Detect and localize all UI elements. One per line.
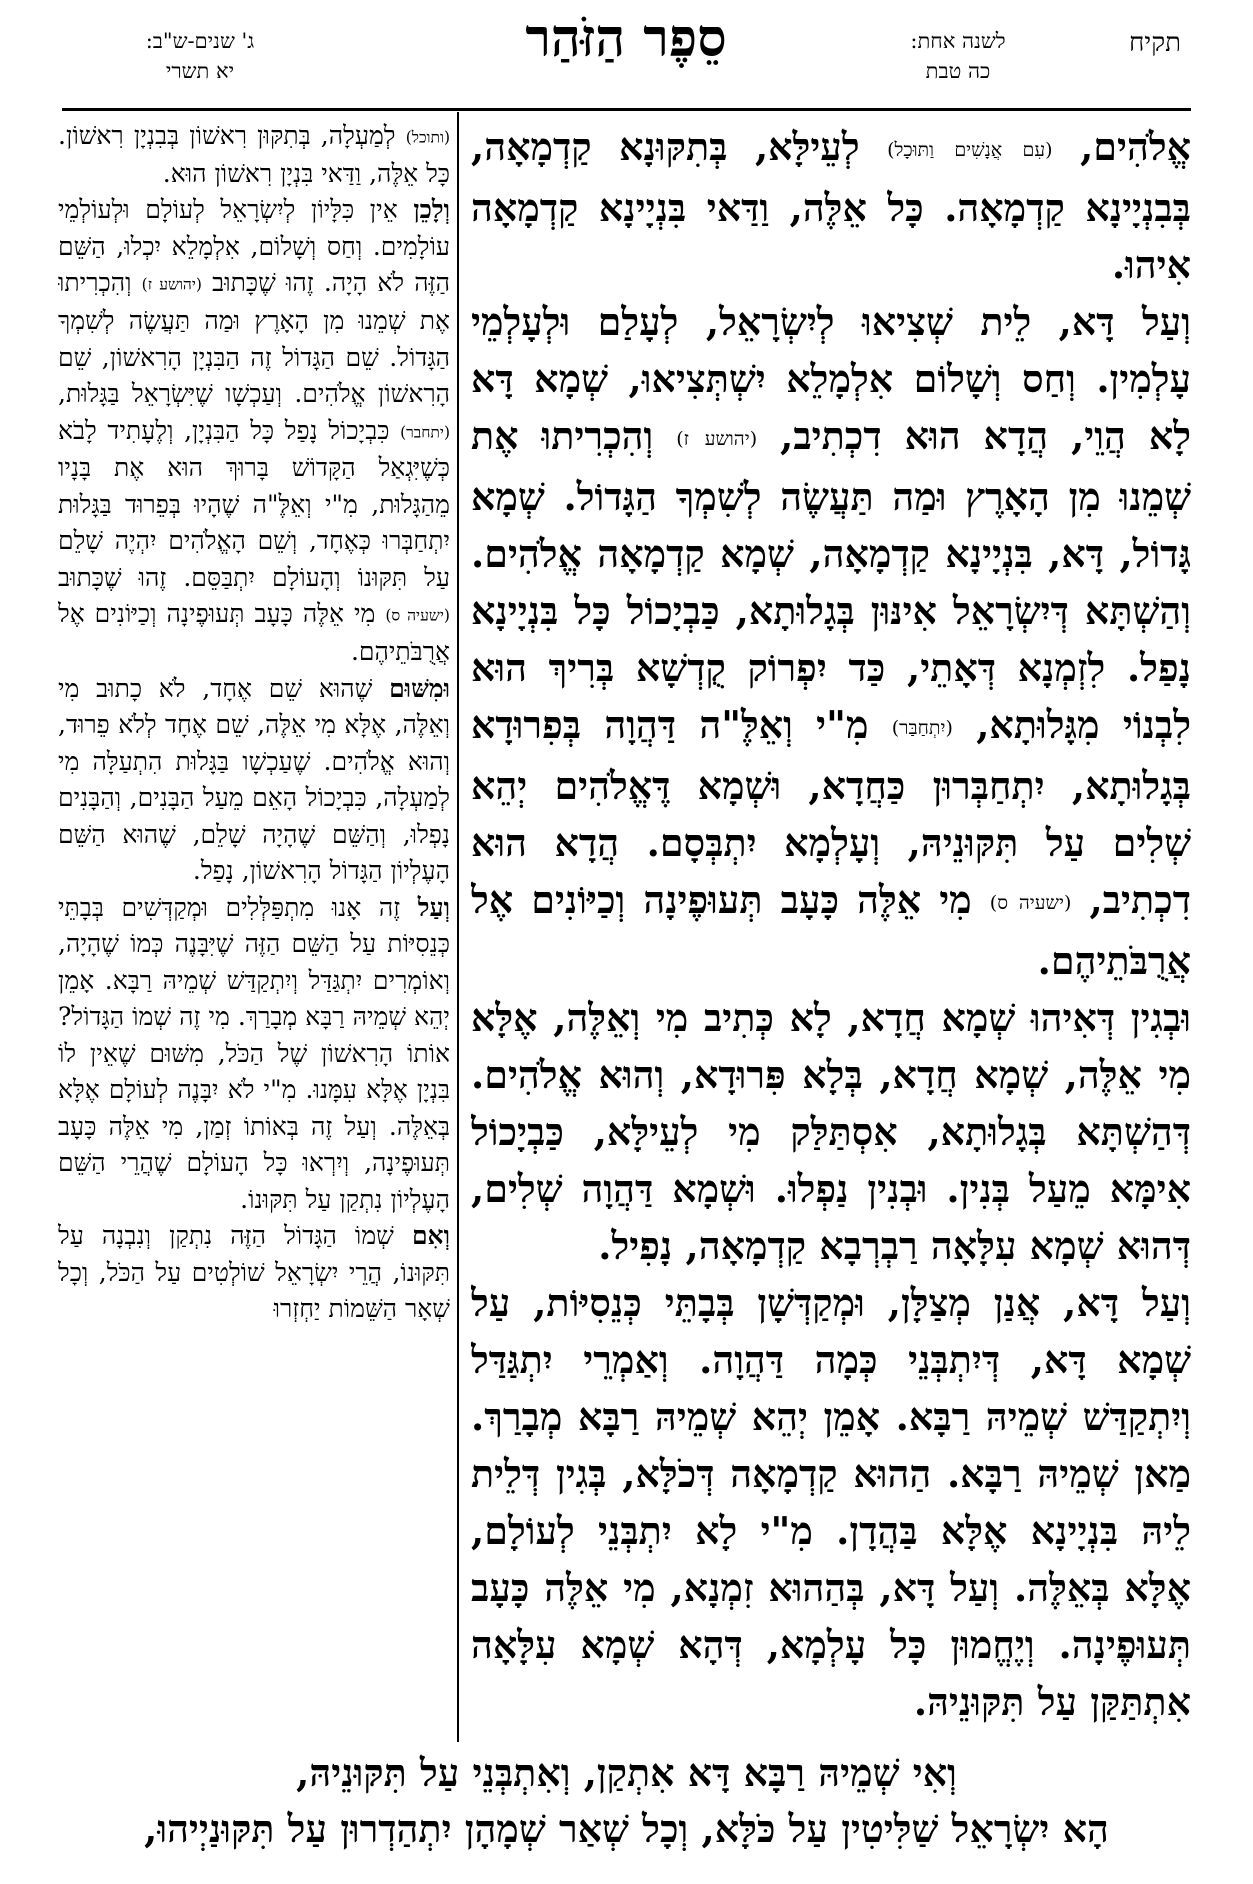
main-paragraph: [471, 1274, 1191, 1730]
paragraph-text: וְהִכְרִיתוּ אֶת שְׁמֵנוּ מִן הָאָרֶץ וּמַה תַּעֲשֶׂה לְשִׁמְךָ הַגָּדוֹל. שֵׁם הַגָּדוֹל זֶה הַבִּנְיָן הָרִאשׁוֹן, שֵׁם הָרִאשׁוֹן אֱלֹהִים. וְעַכְשָׁו שֶׁיִּשְׂרָאֵל בַּגָּלוּת,: [58, 268, 450, 408]
paragraph-text: דָּא, אֲנַן מְצַלָּן, וּמְקַדְּשָׁן בְּבָתֵּי כְּנֵסִיּוֹת, עַל שְׁמָא דָּא, דְּיִתְבְּנֵי כְּמָה דַּהֲוָה. וְאַמְרֵי יִתְגַּדַּל וְיִתְקַדַּשׁ שְׁמֵיהּ רַבָּא. אָמֵן יְהֵא שְׁמֵיהּ רַבָּא מְבָרַךְ. מַאן שְׁמֵיהּ רַבָּא. הַהוּא קַדְמָאָה דְּכֹלָּא, בְּגִין דְּלֵית לֵיהּ בִּנְיָינָא אֶלָּא בַּהֲדָן. מִ"י לָא יִתְבְּנֵי לְעוֹלָם, אֶלָּא בְּאֵלֶּה. וְעַל דָּא, בְּהַהוּא זִמְנָא, מִי אֵלֶּה כָּעָב תְּעוּפֶינָה. וְיֶחֱמוּן כָּל עָלְמָא, דְּהָא שְׁמָא עִלָּאָה אִתְתַּקַּן עַל תִּקּוּנֵיהּ.: [471, 1280, 1191, 1724]
paragraph-text: זֶה אָנוּ מִתְפַּלְּלִים וּמְקַדְּשִׁים בְּבָתֵּי כְּנֵסִיּוֹת עַל הַשֵּׁם הַזֶּה שֶׁיִּבָּנֶה כְּמוֹ שֶׁהָיָה, וְאוֹמְרִים יִתְגַּדַּל וְיִתְקַדַּשׁ שְׁמֵיהּ רַבָּא. אָמֵן יְהֵא שְׁמֵיהּ רַבָּא מְבָרַךְ. מִי זֶה שְׁמוֹ הַגָּדוֹל? אוֹתוֹ הָרִאשׁוֹן שֶׁל הַכֹּל, מִשּׁוּם שֶׁאֵין לוֹ בִּנְיָן אֶלָּא עִמָּנוּ. מִ"י לֹא יִבָּנֶה לְעוֹלָם אֶלָּא בְּאֵלֶּה. וְעַל זֶה בְּאוֹתוֹ זְמַן, מִי אֵלֶּה כָּעָב תְּעוּפֶינָה, וְיִרְאוּ כָּל הָעוֹלָם שֶׁהֲרֵי הַשֵּׁם הָעֶלְיוֹן נִתְקַן עַל תִּקּוּנוֹ.: [58, 892, 450, 1214]
cycle-date: יא תשרי: [165, 59, 235, 83]
main-text-column: [471, 118, 1191, 1738]
paragraph-text: לְעֵילָּא, בְּתִקּוּנָא קַדְמָאָה, בְּבִנְיָינָא קַדְמָאָה. כָּל אֵלֶּה, וַדַּאי בִּנְיָינָא קַדְמָאָה אִיהוּ.: [471, 124, 1191, 287]
paragraph-text: לְמַעְלָה, בְּתִקּוּן רִאשׁוֹן בְּבִנְיָן רִאשׁוֹן. כָּל אֵלֶּה, וַדַּאי בִּנְיָן רִאשׁוֹן הוּא.: [58, 121, 450, 188]
verse-reference: (יהושע ז): [141, 275, 202, 294]
paragraph-text: מִי אֵלֶּה כָּעָב תְּעוּפֶינָה וְכַיּוֹנִים אֶל אֲרֻבֹּתֵיהֶם.: [471, 877, 1191, 983]
main-paragraph: [471, 293, 1191, 989]
paragraph-lead-word: וּמִשּׁוּם: [389, 673, 450, 703]
side-paragraph: [58, 1218, 450, 1328]
paragraph-text: אֵין כִּלָּיוֹן לְיִשְׂרָאֵל לְעוֹלָם וּלְעוֹלְמֵי עוֹלָמִים. וְחַס וְשָׁלוֹם, אִלְמָלֵא יִכְלוּ, הַשֵּׁם הַזֶּה לֹא הָיָה. זֶהוּ שֶׁכָּתוּב: [58, 195, 450, 298]
paragraph-lead-word: וְאִם: [411, 1221, 450, 1250]
verse-reference: (ותוכל): [405, 128, 450, 147]
paragraph-lead-word: וְעַל: [1141, 299, 1191, 344]
closing-line: הָא יִשְׂרָאֵל שַׁלִּיטִין עַל כֹּלָּא, וְכָל שְׁאַר שְׁמָהָן יִתְהַדְרוּן עַל תִּקּוּנַיְיהוּ,: [144, 1806, 1109, 1851]
paragraph-lead-word: אֱלֹהִים,: [1080, 124, 1191, 169]
study-date: כה טבת: [925, 59, 991, 83]
paragraph-text: וְהִכְרִיתוּ אֶת שְׁמֵנוּ מִן הָאָרֶץ וּמַה תַּעֲשֶׂה לְשִׁמְךָ הַגָּדוֹל. שְׁמָא גָּדוֹל, דָּא, בִּנְיָינָא קַדְמָאָה, שְׁמָא קַדְמָאָה אֱלֹהִים. וְהַשְׁתָּא דְּיִשְׂרָאֵל אִינּוּן בְּגָלוּתָא, כַּבְיָכוֹל כָּל בִּנְיָינָא נָפַל. לִזְמְנָא דְּאָתֵי, כַּד יִפְרוֹק קֻדְשָׁא בְּרִיךְ הוּא לִבְנוֹי מִגָּלוּתָא,: [471, 413, 1191, 747]
paragraph-text: שְׁמוֹ הַגָּדוֹל הַזֶּה נִתְקַן וְנִבְנָה עַל תִּקּוּנוֹ, הֲרֵי יִשְׂרָאֵל שׁוֹלְטִים עַל הַכֹּל, וְכָל שְׁאָר הַשֵּׁמוֹת יַחְזְרוּ: [58, 1221, 450, 1323]
paragraph-text: מִ"י וְאֵלֶּ"ה דַּהֲוָה בְּפִרוּדָא בְּגָלוּתָא, יִתְחַבְּרוּן כַּחֲדָא, וּשְׁמָא דֶּאֱלֹהִים יְהֵא שְׁלִים עַל תִּקּוּנֵיהּ, וְעָלְמָא יִתְבְּסָם. הֲדָא הוּא דִכְתִיב,: [471, 702, 1191, 922]
paragraph-lead-word: וְלָכֵן: [413, 195, 450, 225]
side-paragraph: [58, 118, 450, 192]
translation-column: [58, 118, 450, 1758]
cycle-date-block: [60, 26, 340, 86]
verse-reference: (יהושע ז): [676, 428, 758, 450]
paragraph-text: מִי אֵלֶּה כָּעָב תְּעוּפֶינָה וְכַיּוֹנִים אֶל אֲרֻבֹּתֵיהֶם.: [58, 599, 450, 666]
side-paragraph: [58, 890, 450, 1219]
header-rule: [62, 108, 1191, 111]
study-date-label: לשנה אחת:: [910, 29, 1006, 53]
page-header: [0, 0, 1253, 125]
cycle-label: ג' שנים-ש"ב:: [145, 29, 255, 53]
main-paragraph: [471, 118, 1191, 293]
side-paragraph: [58, 671, 450, 890]
page-number: תקיח: [1129, 28, 1181, 58]
paragraph-lead-word: וְעַל: [1141, 1280, 1191, 1325]
paragraph-text: דָּא, לֵית שְׁצִיאוּ לְיִשְׂרָאֵל, לְעָלַם וּלְעָלְמֵי עָלְמִין. וְחַס וְשָׁלוֹם אִלְמָלֵא יִשְׁתְּצִיאוּ, שְׁמָא דָּא לָא הֲוֵי, הֲדָא הוּא דִכְתִיב,: [471, 299, 1191, 458]
paragraph-lead-word: וּבְגִין: [1130, 995, 1191, 1040]
column-divider: [457, 112, 459, 1742]
study-date-block: [848, 26, 1068, 86]
paragraph-text: שֶׁהוּא שֵׁם אֶחָד, לֹא כָתוּב מִי וְאֵלֶּה, אֶלָּא מִי אֵלֶּה, שֵׁם אֶחָד לְלֹא פֵרוּד, וְהוּא אֱלֹהִים. שֶׁעַכְשָׁו בַּגָּלוּת הִתְעַלָּה מִי לְמַעְלָה, כִּבְיָכוֹל הָאֵם מֵעַל הַבָּנִים, וְהַבָּנִים נָפְלוּ, וְהַשֵּׁם שֶׁהָיָה שָׁלֵם, שֶׁהוּא הַשֵּׁם הָעֶלְיוֹן הַגָּדוֹל הָרִאשׁוֹן, נָפַל.: [58, 673, 450, 885]
verse-reference: (יתחבר): [400, 422, 450, 441]
book-title: סֵפֶר הַזֹּהַר: [525, 8, 727, 69]
verse-reference: (יִתְחַבַּר): [891, 717, 953, 739]
verse-reference: (ישעיה ס): [989, 892, 1072, 914]
closing-line: וְאִי שְׁמֵיהּ רַבָּא דָּא אִתְקַן, וְאִתְבְּנֵי עַל תִּקּוּנֵיהּ,: [296, 1750, 957, 1795]
paragraph-lead-word: וְעַל: [417, 892, 450, 922]
side-paragraph: [58, 192, 450, 670]
paragraph-text: כִּבְיָכוֹל נָפַל כָּל הַבִּנְיָן, וְלֶעָתִיד לָבֹא כְּשֶׁיִּגְאַל הַקָּדוֹשׁ בָּרוּךְ הוּא אֶת בָּנָיו מֵהַגָּלוּת, מִ"י וְאֵלֶּ"ה שֶׁהָיוּ בְּפֵרוּד בַּגָּלוּת יִתְחַבְּרוּ כְּאֶחָד, וְשֵׁם הָאֱלֹהִים יִהְיֶה שָׁלֵם עַל תִּקּוּנוֹ וְהָעוֹלָם יִתְבַּסֵּם. זֶהוּ שֶׁכָּתוּב: [58, 415, 450, 592]
paragraph-text: דְּאִיהוּ שְׁמָא חֲדָא, לָא כְּתִיב מִי וְאֵלֶּה, אֶלָּא מִי אֵלֶּה, שְׁמָא חֲדָא, בְּלָא פִּרוּדָא, וְהוּא אֱלֹהִים. דְּהַשְׁתָּא בְּגָלוּתָא, אִסְתַּלַּק מִי לְעֵילָּא, כַּבְיָכוֹל אִימָּא מֵעַל בְּנִין. וּבְנִין נַפְלוּ. וּשְׁמָא דַּהֲוָה שְׁלִים, דְּהוּא שְׁמָא עִלָּאָה רַבְרְבָא קַדְמָאָה, נָפִיל.: [471, 995, 1191, 1268]
verse-reference: (עִם אֲנָשִׁים וַתּוּכָל): [887, 139, 1053, 161]
closing-lines: [62, 1745, 1191, 1865]
main-paragraph: [471, 989, 1191, 1274]
verse-reference: (ישעיה ס): [385, 606, 450, 625]
